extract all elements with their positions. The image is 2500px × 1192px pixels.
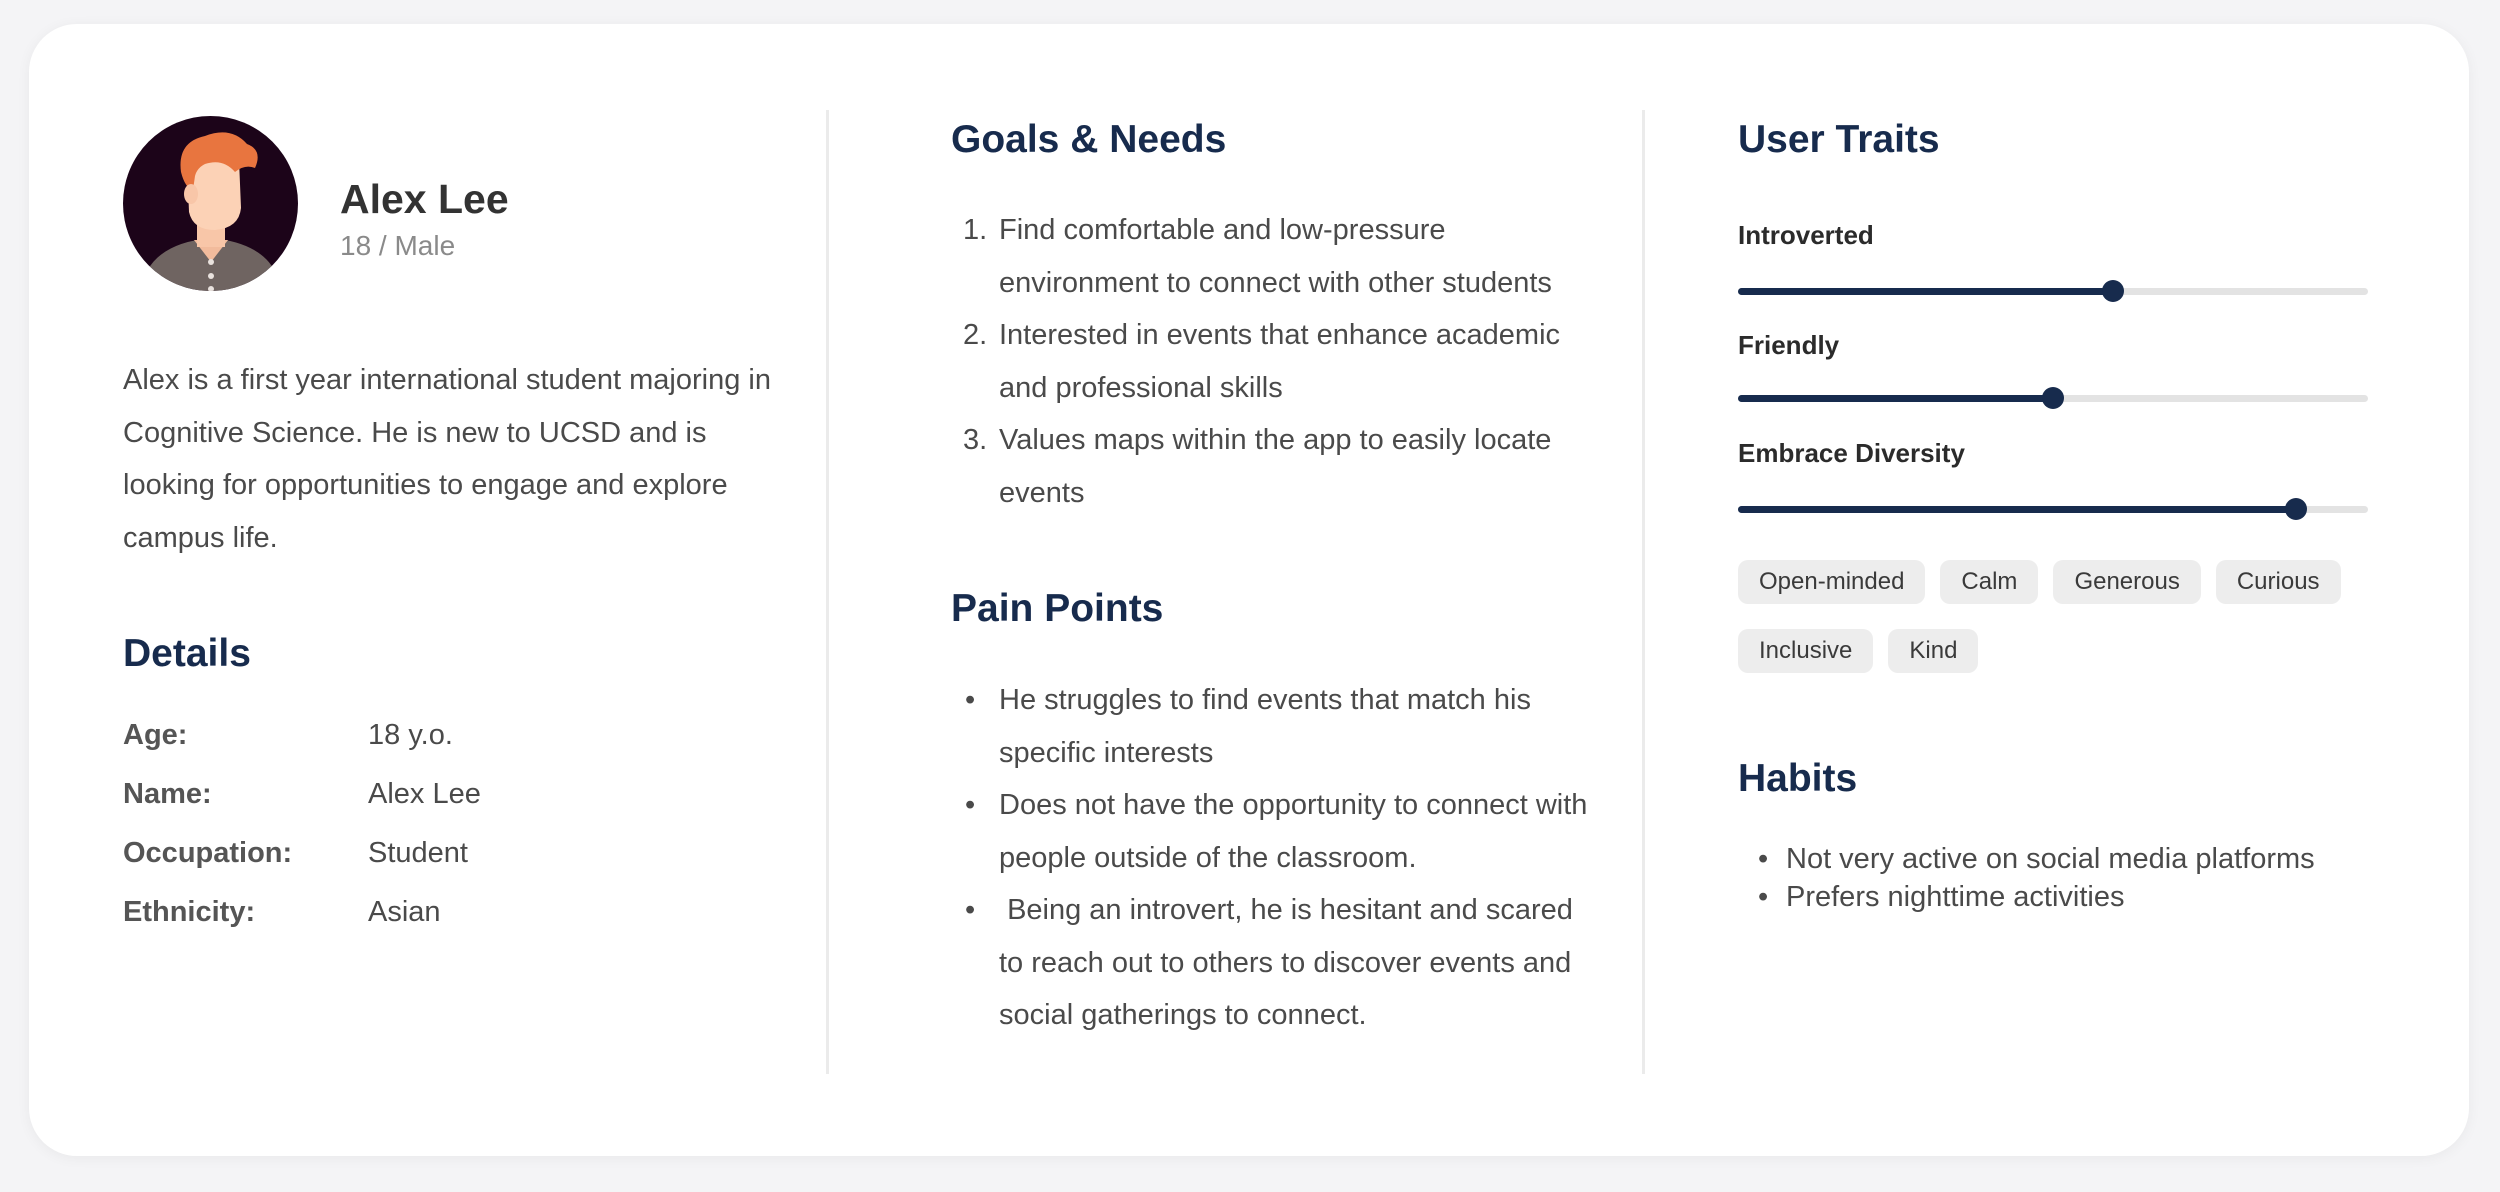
habits-heading: Habits xyxy=(1738,757,1858,800)
trait-tag: Calm xyxy=(1940,560,2038,604)
detail-value: Asian xyxy=(368,896,441,928)
list-item xyxy=(963,309,1603,414)
pain-points-list xyxy=(963,674,1603,1042)
profile-column xyxy=(123,24,783,1156)
list-item xyxy=(1758,840,2378,878)
slider-fill xyxy=(1738,506,2296,513)
trait-slider-friendly xyxy=(1738,330,2368,370)
user-traits-heading: User Traits xyxy=(1738,118,1940,161)
detail-row-name xyxy=(123,765,723,824)
trait-tag: Curious xyxy=(2216,560,2341,604)
list-item xyxy=(963,884,1603,1042)
trait-tag: Open-minded xyxy=(1738,560,1925,604)
column-divider xyxy=(826,110,829,1074)
list-item xyxy=(1758,878,2378,916)
persona-name: Alex Lee xyxy=(340,176,509,222)
detail-row-ethnicity xyxy=(123,883,723,942)
list-item xyxy=(963,204,1603,309)
list-number: 1. xyxy=(963,214,988,246)
trait-label: Introverted xyxy=(1738,220,1874,250)
detail-label: Age: xyxy=(123,719,188,751)
details-list xyxy=(123,706,723,942)
goal-text: Find comfortable and low-pressure environment to connect with other students xyxy=(999,214,1552,299)
list-item xyxy=(963,779,1603,884)
trait-tag: Generous xyxy=(2053,560,2200,604)
persona-card xyxy=(29,24,2469,1156)
detail-label: Ethnicity: xyxy=(123,896,256,928)
detail-label: Name: xyxy=(123,778,212,810)
pain-point-text: Being an introvert, he is hesitant and scared to reach out to others to discover events and social gatherings to connect. xyxy=(999,894,1581,1031)
slider-knob xyxy=(2102,280,2124,302)
bullet-icon: • xyxy=(965,894,976,926)
column-divider xyxy=(1642,110,1645,1074)
avatar xyxy=(123,116,298,291)
slider-fill xyxy=(1738,395,2053,402)
list-item xyxy=(963,674,1603,779)
trait-label: Embrace Diversity xyxy=(1738,438,1965,468)
detail-value: 18 y.o. xyxy=(368,719,453,751)
traits-column xyxy=(1738,24,2378,1156)
person-illustration-icon xyxy=(123,116,298,291)
detail-value: Alex Lee xyxy=(368,778,481,810)
slider-track xyxy=(1738,288,2368,295)
detail-label: Occupation: xyxy=(123,837,293,869)
persona-bio: Alex is a first year international student majoring in Cognitive Science. He is new to UCSD and is looking for opportunities to engage and explore campus life. xyxy=(123,364,771,554)
trait-label: Friendly xyxy=(1738,330,1840,360)
bullet-icon: • xyxy=(1758,881,1769,913)
trait-slider-embrace-diversity xyxy=(1738,438,2368,478)
slider-knob xyxy=(2042,387,2064,409)
habit-text: Prefers nighttime activities xyxy=(1786,881,2125,913)
trait-tag: Kind xyxy=(1888,629,1978,673)
slider-fill xyxy=(1738,288,2113,295)
trait-tags xyxy=(1738,560,2378,673)
list-number: 2. xyxy=(963,319,988,351)
slider-knob xyxy=(2285,498,2307,520)
goal-text: Interested in events that enhance academic and professional skills xyxy=(999,319,1561,404)
goals-list xyxy=(963,204,1603,519)
bullet-icon: • xyxy=(965,789,976,821)
list-item xyxy=(963,414,1603,519)
bullet-icon: • xyxy=(965,684,976,716)
goals-column xyxy=(923,24,1623,1156)
trait-tag: Inclusive xyxy=(1738,629,1873,673)
habit-text: Not very active on social media platforms xyxy=(1786,843,2315,875)
pain-point-text: He struggles to find events that match his specific interests xyxy=(999,684,1531,769)
persona-age-gender: 18 / Male xyxy=(340,230,456,261)
details-heading: Details xyxy=(123,632,251,675)
slider-track xyxy=(1738,395,2368,402)
habits-list xyxy=(1758,840,2378,916)
detail-value: Student xyxy=(368,837,468,869)
goal-text: Values maps within the app to easily locate events xyxy=(999,424,1552,509)
detail-row-age xyxy=(123,706,723,765)
pain-point-text: Does not have the opportunity to connect with people outside of the classroom. xyxy=(999,789,1588,874)
pain-points-heading: Pain Points xyxy=(951,587,1164,630)
list-number: 3. xyxy=(963,424,988,456)
trait-slider-introverted xyxy=(1738,220,2368,260)
slider-track xyxy=(1738,506,2368,513)
bullet-icon: • xyxy=(1758,843,1769,875)
detail-row-occupation xyxy=(123,824,723,883)
goals-heading: Goals & Needs xyxy=(951,118,1227,161)
